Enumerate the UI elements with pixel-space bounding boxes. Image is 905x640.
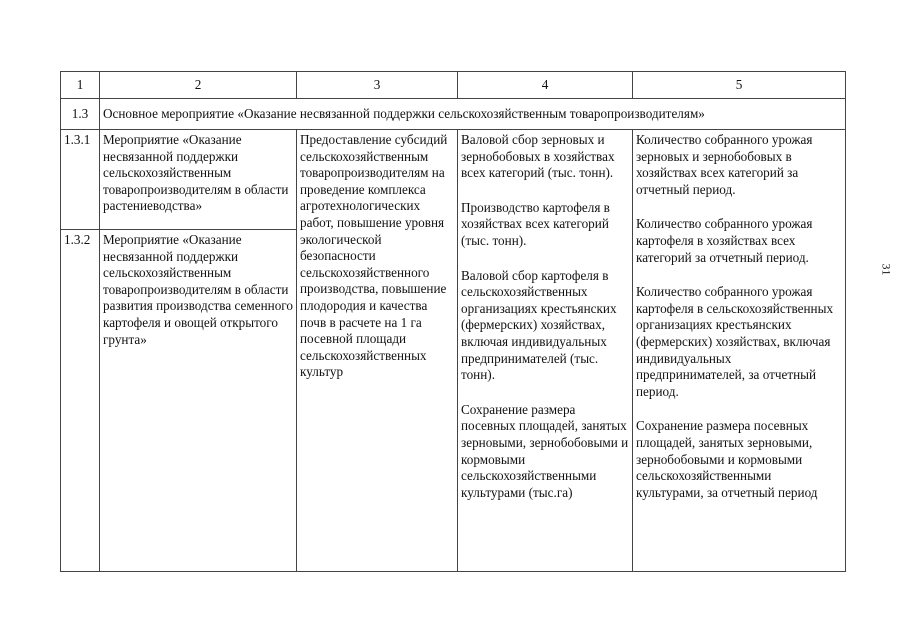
page-number: 31 bbox=[879, 263, 894, 276]
section-number: 1.3 bbox=[61, 99, 100, 130]
indicator-item: Валовой сбор зерновых и зернобобовых в хозяйствах всех категорий (тыс. тонн). bbox=[461, 132, 615, 181]
indicator-method-list bbox=[633, 130, 846, 572]
table-row bbox=[61, 130, 846, 230]
indicator-item: Сохранение размера посевных площадей, занятых зерновыми, зернобобовыми и кормовыми сельскохозяйственными культурами (тыс.га) bbox=[461, 401, 629, 500]
column-number-1: 1 bbox=[61, 72, 100, 99]
measure-description: Предоставление субсидий сельскохозяйственным товаропроизводителям на проведение комплекса агротехнологических работ, повышение уровня экологической безопасности сельскохозяйственного производства, повышение плодородия и качества почв в расчете на 1 га посевной площади сельскохозяйственных культур bbox=[297, 130, 458, 572]
indicator-item: Производство картофеля в хозяйствах всех категорий (тыс. тонн). bbox=[461, 199, 610, 248]
measure-name: Мероприятие «Оказание несвязанной поддержки сельскохозяйственным товаропроизводителям в области растениеводства» bbox=[100, 130, 297, 230]
program-measures-table bbox=[60, 71, 846, 572]
column-number-3: 3 bbox=[297, 72, 458, 99]
indicator-method-item: Количество собранного урожая картофеля в хозяйствах всех категорий за отчетный период. bbox=[636, 216, 813, 265]
indicator-method-item: Количество собранного урожая зерновых и зернобобовых в хозяйствах всех категорий за отчетный период. bbox=[636, 132, 813, 197]
column-number-4: 4 bbox=[458, 72, 633, 99]
column-number-5: 5 bbox=[633, 72, 846, 99]
indicator-item: Валовой сбор картофеля в сельскохозяйственных организациях крестьянских (фермерских) хозяйствах, включая индивидуальных предпринимателей (тыс. тонн). bbox=[461, 267, 617, 383]
indicator-method-item: Количество собранного урожая картофеля в сельскохозяйственных организациях крестьянских (фермерских) хозяйствах, включая индивидуальных предпринимателей, за отчетный период. bbox=[636, 284, 834, 399]
indicator-list bbox=[458, 130, 633, 572]
measure-name: Мероприятие «Оказание несвязанной поддержки сельскохозяйственным товаропроизводителям в области развития производства семенного картофеля и овощей открытого грунта» bbox=[100, 230, 297, 572]
row-number: 1.3.2 bbox=[61, 230, 100, 572]
column-number-2: 2 bbox=[100, 72, 297, 99]
column-number-row bbox=[61, 72, 846, 99]
section-title: Основное мероприятие «Оказание несвязанной поддержки сельскохозяйственным товаропроизводителям» bbox=[100, 99, 846, 130]
indicator-method-item: Сохранение размера посевных площадей, занятых зерновыми, зернобобовыми и кормовыми сельскохозяйственными культурами, за отчетный период bbox=[636, 418, 818, 500]
row-number: 1.3.1 bbox=[61, 130, 100, 230]
section-row bbox=[61, 99, 846, 130]
